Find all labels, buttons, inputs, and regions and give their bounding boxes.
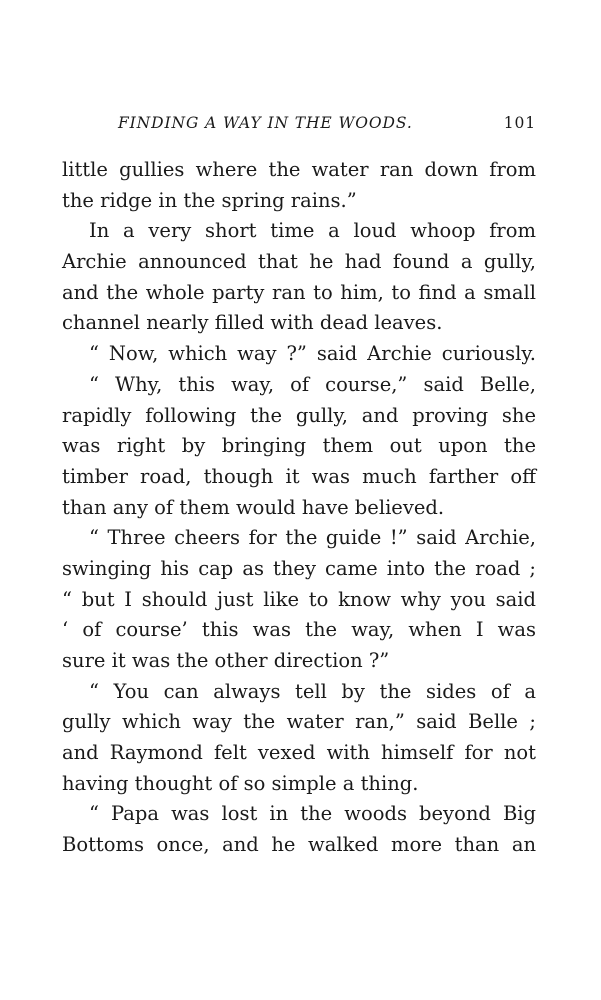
text-line: Bottoms once, and he walked more than an xyxy=(62,833,536,857)
text-line: ‘ of course’ this was the way, when I was xyxy=(62,618,536,642)
text-line: gully which way the water ran,” said Belle ; xyxy=(62,710,536,734)
text-line: having thought of so simple a thing. xyxy=(62,771,419,795)
text-line: “ Why, this way, of course,” said Belle, xyxy=(89,372,536,396)
text-line: rapidly following the gully, and proving she xyxy=(62,403,536,427)
page-number: 101 xyxy=(503,114,536,132)
text-line: In a very short time a loud whoop from xyxy=(89,219,536,243)
text-line: was right by bringing them out upon the xyxy=(62,434,536,458)
text-line: swinging his cap as they came into the road ; xyxy=(62,556,536,580)
text-line: little gullies where the water ran down from xyxy=(62,158,536,181)
running-head xyxy=(62,114,536,138)
text-line: “ Three cheers for the guide !” said Archie, xyxy=(89,526,536,550)
text-line: than any of them would have believed. xyxy=(62,495,445,519)
text-line: Archie announced that he had found a gully, xyxy=(62,250,536,274)
text-line: channel nearly filled with dead leaves. xyxy=(62,311,443,335)
text-line: “ but I should just like to know why you said xyxy=(62,587,536,611)
text-line: timber road, though it was much farther off xyxy=(62,464,536,488)
text-line: “ You can always tell by the sides of a xyxy=(89,679,536,703)
text-line: the ridge in the spring rains.” xyxy=(62,188,357,212)
text-line: and the whole party ran to him, to find a small xyxy=(62,280,536,304)
text-line: and Raymond felt vexed with himself for not xyxy=(62,741,536,765)
body-text xyxy=(62,155,536,861)
text-line: “ Papa was lost in the woods beyond Big xyxy=(89,802,536,826)
running-title: FINDING A WAY IN THE WOODS. xyxy=(118,114,413,132)
text-line: “ Now, which way ?” said Archie curiously. xyxy=(89,342,536,366)
text-line: sure it was the other direction ?” xyxy=(62,649,390,672)
